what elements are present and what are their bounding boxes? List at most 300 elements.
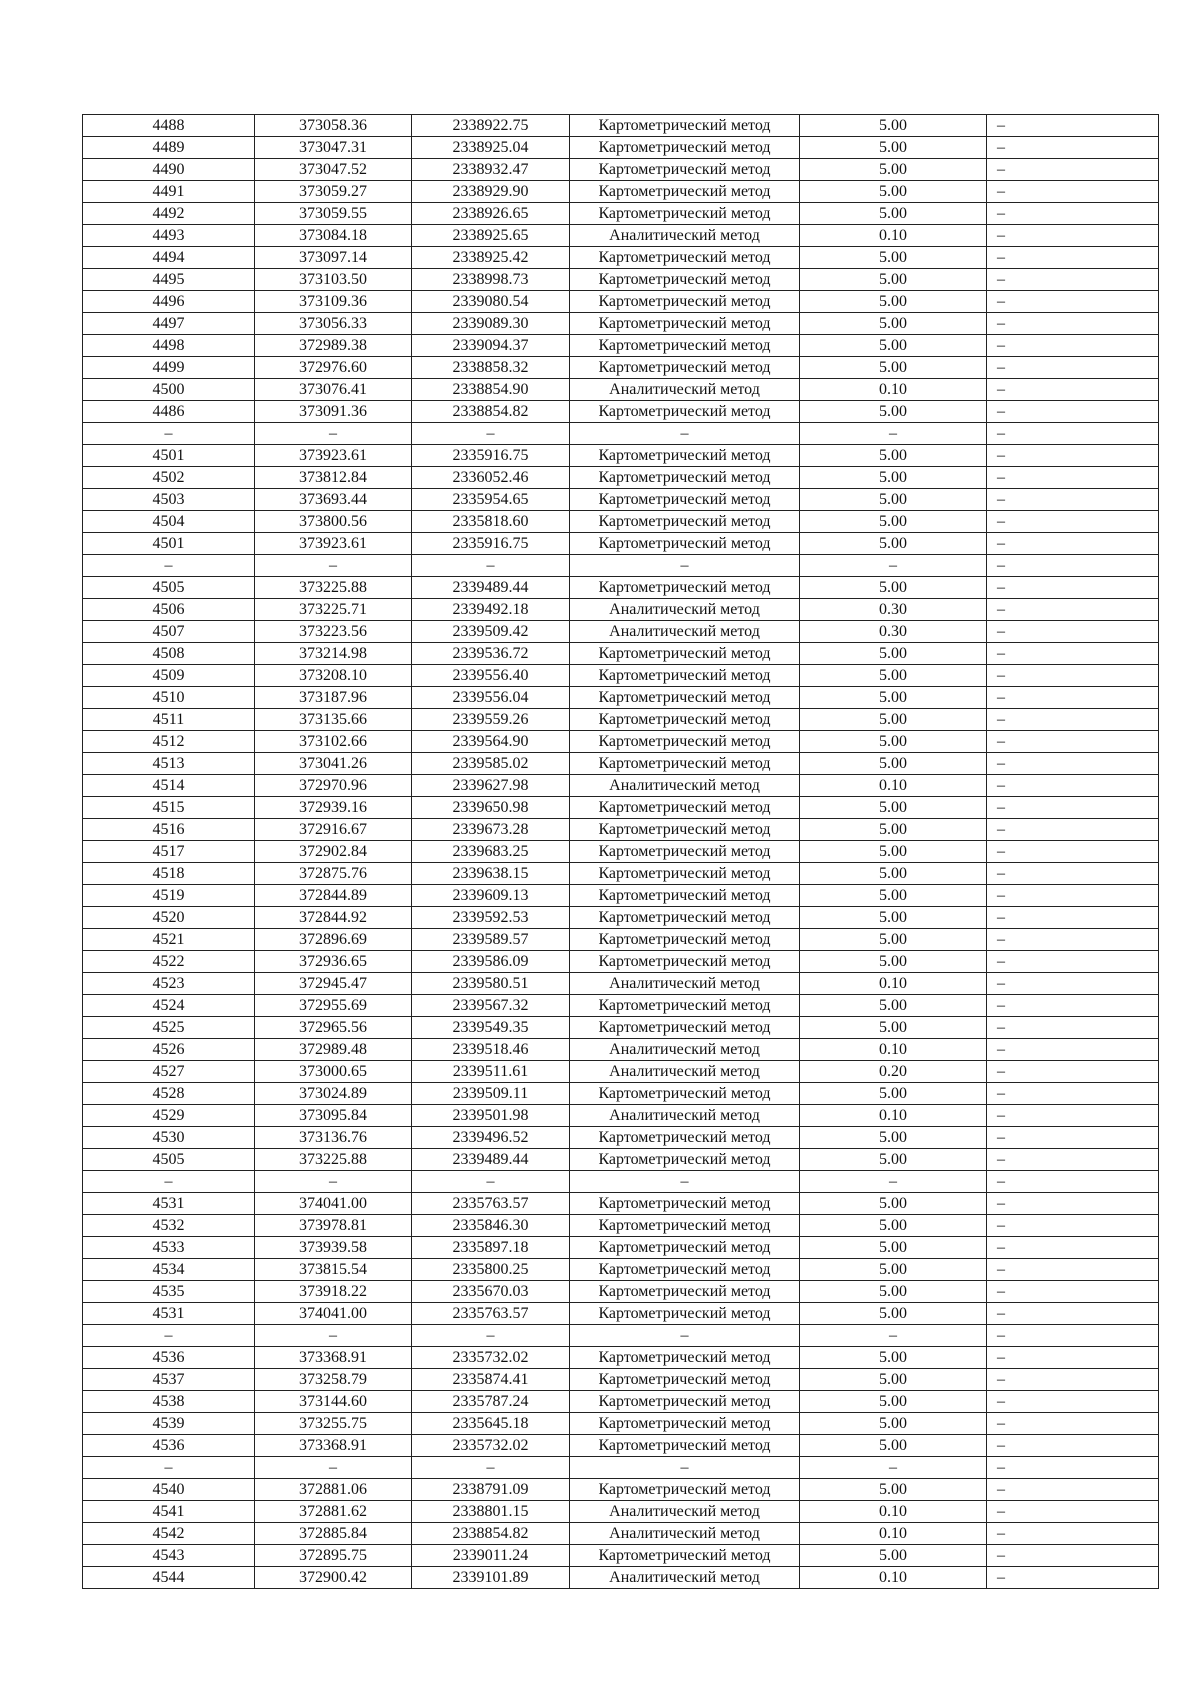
table-row: [83, 1303, 1159, 1325]
accuracy-cell: –: [800, 423, 987, 445]
description-cell: –: [987, 1061, 1159, 1083]
point-number-cell: 4512: [83, 731, 255, 753]
description-cell: –: [987, 467, 1159, 489]
y-coordinate-cell: 2335732.02: [412, 1435, 570, 1457]
point-number-cell: 4498: [83, 335, 255, 357]
point-number-cell: 4541: [83, 1501, 255, 1523]
method-cell: Картометрический метод: [570, 1215, 800, 1237]
description-cell: –: [987, 291, 1159, 313]
method-cell: –: [570, 1171, 800, 1193]
x-coordinate-cell: 373368.91: [255, 1347, 412, 1369]
x-coordinate-cell: 372844.89: [255, 885, 412, 907]
accuracy-cell: 5.00: [800, 159, 987, 181]
accuracy-cell: 5.00: [800, 137, 987, 159]
table-row: [83, 379, 1159, 401]
point-number-cell: 4489: [83, 137, 255, 159]
point-number-cell: 4493: [83, 225, 255, 247]
point-number-cell: 4503: [83, 489, 255, 511]
method-cell: Картометрический метод: [570, 1281, 800, 1303]
y-coordinate-cell: 2338925.42: [412, 247, 570, 269]
method-cell: –: [570, 1325, 800, 1347]
accuracy-cell: 5.00: [800, 489, 987, 511]
y-coordinate-cell: –: [412, 423, 570, 445]
method-cell: Картометрический метод: [570, 137, 800, 159]
table-row: [83, 137, 1159, 159]
point-number-cell: –: [83, 555, 255, 577]
table-row: [83, 687, 1159, 709]
y-coordinate-cell: 2339564.90: [412, 731, 570, 753]
table-row: [83, 1281, 1159, 1303]
point-number-cell: 4544: [83, 1567, 255, 1589]
point-number-cell: 4529: [83, 1105, 255, 1127]
description-cell: –: [987, 665, 1159, 687]
description-cell: –: [987, 1083, 1159, 1105]
x-coordinate-cell: 373103.50: [255, 269, 412, 291]
point-number-cell: 4542: [83, 1523, 255, 1545]
accuracy-cell: 5.00: [800, 357, 987, 379]
x-coordinate-cell: 372881.06: [255, 1479, 412, 1501]
point-number-cell: 4516: [83, 819, 255, 841]
method-cell: Картометрический метод: [570, 709, 800, 731]
method-cell: Картометрический метод: [570, 687, 800, 709]
table-row: [83, 313, 1159, 335]
table-row: [83, 665, 1159, 687]
accuracy-cell: 5.00: [800, 907, 987, 929]
description-cell: –: [987, 115, 1159, 137]
y-coordinate-cell: 2339556.04: [412, 687, 570, 709]
table-row: [83, 1501, 1159, 1523]
method-cell: Картометрический метод: [570, 841, 800, 863]
description-cell: –: [987, 313, 1159, 335]
x-coordinate-cell: 373047.52: [255, 159, 412, 181]
method-cell: Картометрический метод: [570, 1435, 800, 1457]
y-coordinate-cell: 2338858.32: [412, 357, 570, 379]
y-coordinate-cell: 2339080.54: [412, 291, 570, 313]
description-cell: –: [987, 1215, 1159, 1237]
description-cell: –: [987, 423, 1159, 445]
x-coordinate-cell: 373225.88: [255, 1149, 412, 1171]
point-number-cell: 4501: [83, 445, 255, 467]
y-coordinate-cell: –: [412, 1457, 570, 1479]
accuracy-cell: 5.00: [800, 203, 987, 225]
accuracy-cell: 0.10: [800, 1523, 987, 1545]
x-coordinate-cell: 372875.76: [255, 863, 412, 885]
description-cell: –: [987, 203, 1159, 225]
x-coordinate-cell: –: [255, 1171, 412, 1193]
point-number-cell: 4514: [83, 775, 255, 797]
point-number-cell: 4504: [83, 511, 255, 533]
table-row: [83, 1039, 1159, 1061]
description-cell: –: [987, 687, 1159, 709]
point-number-cell: 4491: [83, 181, 255, 203]
table-row: [83, 1193, 1159, 1215]
table-row: [83, 731, 1159, 753]
method-cell: Аналитический метод: [570, 1061, 800, 1083]
method-cell: Картометрический метод: [570, 1391, 800, 1413]
accuracy-cell: 5.00: [800, 269, 987, 291]
point-number-cell: 4522: [83, 951, 255, 973]
description-cell: –: [987, 335, 1159, 357]
method-cell: Картометрический метод: [570, 1479, 800, 1501]
accuracy-cell: 5.00: [800, 731, 987, 753]
table-row: [83, 269, 1159, 291]
accuracy-cell: 0.10: [800, 1501, 987, 1523]
method-cell: Картометрический метод: [570, 1369, 800, 1391]
point-number-cell: 4517: [83, 841, 255, 863]
description-cell: –: [987, 731, 1159, 753]
description-cell: –: [987, 269, 1159, 291]
point-number-cell: 4486: [83, 401, 255, 423]
table-row: [83, 489, 1159, 511]
method-cell: Картометрический метод: [570, 1347, 800, 1369]
accuracy-cell: 0.10: [800, 1039, 987, 1061]
method-cell: Картометрический метод: [570, 291, 800, 313]
point-number-cell: 4531: [83, 1303, 255, 1325]
accuracy-cell: 5.00: [800, 797, 987, 819]
accuracy-cell: 5.00: [800, 643, 987, 665]
y-coordinate-cell: 2336052.46: [412, 467, 570, 489]
accuracy-cell: 5.00: [800, 687, 987, 709]
y-coordinate-cell: 2338854.90: [412, 379, 570, 401]
accuracy-cell: 5.00: [800, 1413, 987, 1435]
table-row: [83, 995, 1159, 1017]
y-coordinate-cell: 2339549.35: [412, 1017, 570, 1039]
x-coordinate-cell: 373076.41: [255, 379, 412, 401]
point-number-cell: –: [83, 1171, 255, 1193]
point-number-cell: 4507: [83, 621, 255, 643]
point-number-cell: 4527: [83, 1061, 255, 1083]
table-row: [83, 1523, 1159, 1545]
accuracy-cell: 5.00: [800, 291, 987, 313]
x-coordinate-cell: 373136.76: [255, 1127, 412, 1149]
accuracy-cell: 5.00: [800, 247, 987, 269]
method-cell: Картометрический метод: [570, 1237, 800, 1259]
accuracy-cell: –: [800, 1325, 987, 1347]
x-coordinate-cell: 372895.75: [255, 1545, 412, 1567]
x-coordinate-cell: 372916.67: [255, 819, 412, 841]
x-coordinate-cell: 372902.84: [255, 841, 412, 863]
method-cell: Картометрический метод: [570, 995, 800, 1017]
description-cell: –: [987, 907, 1159, 929]
point-number-cell: 4511: [83, 709, 255, 731]
x-coordinate-cell: 372970.96: [255, 775, 412, 797]
accuracy-cell: 0.20: [800, 1061, 987, 1083]
y-coordinate-cell: –: [412, 1171, 570, 1193]
x-coordinate-cell: 374041.00: [255, 1303, 412, 1325]
point-number-cell: –: [83, 423, 255, 445]
accuracy-cell: 0.30: [800, 621, 987, 643]
point-number-cell: 4505: [83, 577, 255, 599]
point-number-cell: 4519: [83, 885, 255, 907]
description-cell: –: [987, 819, 1159, 841]
accuracy-cell: 5.00: [800, 1281, 987, 1303]
description-cell: –: [987, 1545, 1159, 1567]
description-cell: –: [987, 709, 1159, 731]
table-row: [83, 951, 1159, 973]
table-row: [83, 797, 1159, 819]
table-row: [83, 885, 1159, 907]
y-coordinate-cell: 2338791.09: [412, 1479, 570, 1501]
accuracy-cell: 5.00: [800, 863, 987, 885]
y-coordinate-cell: 2339567.32: [412, 995, 570, 1017]
table-row: [83, 335, 1159, 357]
method-cell: Картометрический метод: [570, 511, 800, 533]
point-number-cell: 4532: [83, 1215, 255, 1237]
table-row: [83, 115, 1159, 137]
y-coordinate-cell: 2338925.65: [412, 225, 570, 247]
accuracy-cell: 5.00: [800, 577, 987, 599]
point-number-cell: 4502: [83, 467, 255, 489]
accuracy-cell: 5.00: [800, 1303, 987, 1325]
y-coordinate-cell: 2335645.18: [412, 1413, 570, 1435]
method-cell: Картометрический метод: [570, 489, 800, 511]
method-cell: Аналитический метод: [570, 973, 800, 995]
table-row: [83, 555, 1159, 577]
description-cell: –: [987, 533, 1159, 555]
y-coordinate-cell: 2339536.72: [412, 643, 570, 665]
table-row: [83, 1567, 1159, 1589]
description-cell: –: [987, 1347, 1159, 1369]
method-cell: Аналитический метод: [570, 379, 800, 401]
method-cell: Картометрический метод: [570, 753, 800, 775]
method-cell: Картометрический метод: [570, 863, 800, 885]
x-coordinate-cell: 373091.36: [255, 401, 412, 423]
point-number-cell: 4538: [83, 1391, 255, 1413]
method-cell: Картометрический метод: [570, 1413, 800, 1435]
point-number-cell: 4536: [83, 1435, 255, 1457]
description-cell: –: [987, 1457, 1159, 1479]
description-cell: –: [987, 489, 1159, 511]
description-cell: –: [987, 247, 1159, 269]
x-coordinate-cell: 372989.38: [255, 335, 412, 357]
description-cell: –: [987, 929, 1159, 951]
accuracy-cell: 5.00: [800, 753, 987, 775]
method-cell: Картометрический метод: [570, 181, 800, 203]
method-cell: Картометрический метод: [570, 1545, 800, 1567]
x-coordinate-cell: 373056.33: [255, 313, 412, 335]
x-coordinate-cell: 373187.96: [255, 687, 412, 709]
table-row: [83, 973, 1159, 995]
description-cell: –: [987, 885, 1159, 907]
accuracy-cell: 5.00: [800, 819, 987, 841]
point-number-cell: 4501: [83, 533, 255, 555]
table-row: [83, 819, 1159, 841]
y-coordinate-cell: 2335916.75: [412, 445, 570, 467]
point-number-cell: –: [83, 1325, 255, 1347]
table-row: [83, 599, 1159, 621]
table-row: [83, 445, 1159, 467]
x-coordinate-cell: 372936.65: [255, 951, 412, 973]
y-coordinate-cell: 2339489.44: [412, 577, 570, 599]
method-cell: Картометрический метод: [570, 1127, 800, 1149]
method-cell: Картометрический метод: [570, 907, 800, 929]
description-cell: –: [987, 1303, 1159, 1325]
table-row: [83, 1479, 1159, 1501]
y-coordinate-cell: 2339492.18: [412, 599, 570, 621]
table-row: [83, 775, 1159, 797]
point-number-cell: 4513: [83, 753, 255, 775]
method-cell: Аналитический метод: [570, 1501, 800, 1523]
accuracy-cell: 5.00: [800, 1479, 987, 1501]
method-cell: Картометрический метод: [570, 1193, 800, 1215]
x-coordinate-cell: 373097.14: [255, 247, 412, 269]
table-row: [83, 1369, 1159, 1391]
y-coordinate-cell: –: [412, 1325, 570, 1347]
table-row: [83, 203, 1159, 225]
description-cell: –: [987, 181, 1159, 203]
x-coordinate-cell: 373693.44: [255, 489, 412, 511]
x-coordinate-cell: 373918.22: [255, 1281, 412, 1303]
accuracy-cell: 5.00: [800, 467, 987, 489]
x-coordinate-cell: 372896.69: [255, 929, 412, 951]
table-row: [83, 577, 1159, 599]
method-cell: Аналитический метод: [570, 1567, 800, 1589]
table-row: [83, 423, 1159, 445]
point-number-cell: 4540: [83, 1479, 255, 1501]
table-row: [83, 1127, 1159, 1149]
accuracy-cell: 5.00: [800, 1435, 987, 1457]
x-coordinate-cell: 372885.84: [255, 1523, 412, 1545]
accuracy-cell: 5.00: [800, 1127, 987, 1149]
x-coordinate-cell: –: [255, 555, 412, 577]
description-cell: –: [987, 1369, 1159, 1391]
description-cell: –: [987, 797, 1159, 819]
point-number-cell: 4543: [83, 1545, 255, 1567]
coordinates-table-body: [83, 115, 1159, 1589]
point-number-cell: 4490: [83, 159, 255, 181]
accuracy-cell: 5.00: [800, 1237, 987, 1259]
y-coordinate-cell: 2339580.51: [412, 973, 570, 995]
description-cell: –: [987, 841, 1159, 863]
description-cell: –: [987, 973, 1159, 995]
table-row: [83, 401, 1159, 423]
description-cell: –: [987, 379, 1159, 401]
description-cell: –: [987, 137, 1159, 159]
y-coordinate-cell: 2339518.46: [412, 1039, 570, 1061]
y-coordinate-cell: 2339094.37: [412, 335, 570, 357]
coordinates-table: [82, 114, 1159, 1589]
accuracy-cell: 5.00: [800, 1149, 987, 1171]
accuracy-cell: 5.00: [800, 1083, 987, 1105]
description-cell: –: [987, 1479, 1159, 1501]
table-row: [83, 1413, 1159, 1435]
description-cell: –: [987, 555, 1159, 577]
x-coordinate-cell: 373059.27: [255, 181, 412, 203]
description-cell: –: [987, 951, 1159, 973]
accuracy-cell: 5.00: [800, 511, 987, 533]
x-coordinate-cell: –: [255, 1457, 412, 1479]
y-coordinate-cell: 2338925.04: [412, 137, 570, 159]
x-coordinate-cell: 373923.61: [255, 445, 412, 467]
y-coordinate-cell: 2339501.98: [412, 1105, 570, 1127]
x-coordinate-cell: 373939.58: [255, 1237, 412, 1259]
method-cell: Картометрический метод: [570, 577, 800, 599]
method-cell: Картометрический метод: [570, 1083, 800, 1105]
x-coordinate-cell: 373041.26: [255, 753, 412, 775]
point-number-cell: 4496: [83, 291, 255, 313]
accuracy-cell: 5.00: [800, 181, 987, 203]
accuracy-cell: 5.00: [800, 665, 987, 687]
x-coordinate-cell: 373225.71: [255, 599, 412, 621]
table-row: [83, 225, 1159, 247]
method-cell: Картометрический метод: [570, 467, 800, 489]
description-cell: –: [987, 577, 1159, 599]
y-coordinate-cell: 2338854.82: [412, 1523, 570, 1545]
point-number-cell: 4523: [83, 973, 255, 995]
x-coordinate-cell: 373258.79: [255, 1369, 412, 1391]
description-cell: –: [987, 1325, 1159, 1347]
table-row: [83, 1545, 1159, 1567]
description-cell: –: [987, 1413, 1159, 1435]
method-cell: Картометрический метод: [570, 115, 800, 137]
point-number-cell: 4530: [83, 1127, 255, 1149]
accuracy-cell: 0.10: [800, 973, 987, 995]
description-cell: –: [987, 445, 1159, 467]
description-cell: –: [987, 753, 1159, 775]
x-coordinate-cell: 373095.84: [255, 1105, 412, 1127]
x-coordinate-cell: 373923.61: [255, 533, 412, 555]
table-row: [83, 1347, 1159, 1369]
y-coordinate-cell: 2339627.98: [412, 775, 570, 797]
point-number-cell: 4518: [83, 863, 255, 885]
y-coordinate-cell: 2339609.13: [412, 885, 570, 907]
table-row: [83, 1061, 1159, 1083]
point-number-cell: 4539: [83, 1413, 255, 1435]
table-row: [83, 247, 1159, 269]
point-number-cell: 4536: [83, 1347, 255, 1369]
description-cell: –: [987, 1171, 1159, 1193]
x-coordinate-cell: 373084.18: [255, 225, 412, 247]
description-cell: –: [987, 1127, 1159, 1149]
point-number-cell: 4497: [83, 313, 255, 335]
y-coordinate-cell: 2335787.24: [412, 1391, 570, 1413]
accuracy-cell: 5.00: [800, 1369, 987, 1391]
point-number-cell: 4525: [83, 1017, 255, 1039]
x-coordinate-cell: 373058.36: [255, 115, 412, 137]
x-coordinate-cell: 373102.66: [255, 731, 412, 753]
description-cell: –: [987, 863, 1159, 885]
accuracy-cell: –: [800, 1457, 987, 1479]
x-coordinate-cell: 373208.10: [255, 665, 412, 687]
accuracy-cell: 0.10: [800, 1567, 987, 1589]
point-number-cell: 4524: [83, 995, 255, 1017]
description-cell: –: [987, 995, 1159, 1017]
y-coordinate-cell: 2335800.25: [412, 1259, 570, 1281]
x-coordinate-cell: 372955.69: [255, 995, 412, 1017]
y-coordinate-cell: 2335954.65: [412, 489, 570, 511]
table-row: [83, 181, 1159, 203]
method-cell: Картометрический метод: [570, 203, 800, 225]
description-cell: –: [987, 1017, 1159, 1039]
point-number-cell: 4494: [83, 247, 255, 269]
accuracy-cell: 5.00: [800, 1259, 987, 1281]
y-coordinate-cell: 2339489.44: [412, 1149, 570, 1171]
table-row: [83, 1237, 1159, 1259]
method-cell: Картометрический метод: [570, 1303, 800, 1325]
description-cell: –: [987, 1281, 1159, 1303]
description-cell: –: [987, 1391, 1159, 1413]
method-cell: –: [570, 423, 800, 445]
y-coordinate-cell: 2335818.60: [412, 511, 570, 533]
point-number-cell: 4521: [83, 929, 255, 951]
x-coordinate-cell: 373135.66: [255, 709, 412, 731]
y-coordinate-cell: 2335670.03: [412, 1281, 570, 1303]
y-coordinate-cell: 2339556.40: [412, 665, 570, 687]
description-cell: –: [987, 1039, 1159, 1061]
description-cell: –: [987, 1105, 1159, 1127]
method-cell: Картометрический метод: [570, 269, 800, 291]
method-cell: Картометрический метод: [570, 797, 800, 819]
